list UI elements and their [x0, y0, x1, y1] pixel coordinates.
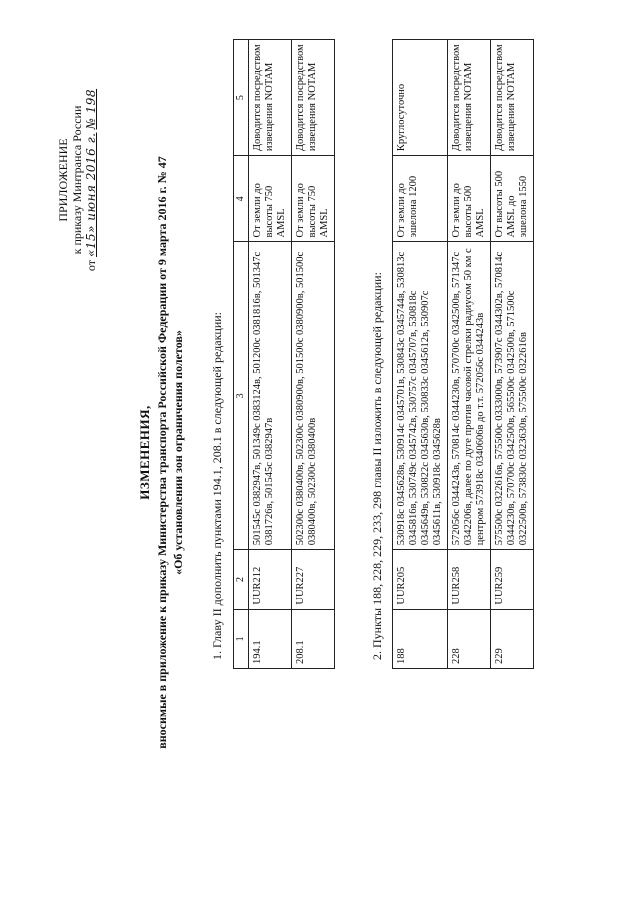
altitude-limits: От земли до высоты 750 AMSL — [249, 156, 292, 242]
activation-time: Доводится посредством извещения NOTAM — [249, 40, 292, 156]
appendix-header — [56, 65, 98, 295]
zone-coordinates: 501545с 0382947в, 501349с 0383124в, 501200с 0381816в, 501347с 0381726в, 501545с 0382947в — [249, 242, 292, 550]
section-heading-2: 2. Пункты 188, 228, 229, 233, 298 главы II изложить в следующей редакции: — [370, 272, 384, 660]
activation-time: Круглосуточно — [393, 40, 448, 156]
zone-coordinates: 575500с 0322616в, 575500с 0333000в, 573907с 0344302в, 570814с 0344230в, 570700с 0342500в, 565500с 0342500в, 571500с 0322500в, 573830с 0323630в, 575500с 0322616в — [491, 242, 534, 550]
activation-time: Доводится посредством извещения NOTAM — [448, 40, 491, 156]
order-date-line — [84, 65, 98, 295]
activation-time: Доводится посредством извещения NOTAM — [491, 40, 534, 156]
table-row — [249, 40, 292, 669]
zone-coordinates: 530918с 0345628в, 530914с 0345701в, 530843с 0345744в, 530813с 0345816в, 530749с 0345742в, 530757с 0345707в, 530818с 0345649в, 530822с 0345630в, 530833с 0345612в, 530907с 0345611в, 530918с 0345628в — [393, 242, 448, 550]
handwritten-date: «15» июня 2016 г. — [84, 132, 98, 257]
handwritten-number: № 198 — [84, 88, 98, 130]
altitude-limits: От высоты 500 AMSL до эшелона 1550 — [491, 156, 534, 242]
restriction-zones-table-2 — [392, 39, 534, 669]
item-number: 228 — [448, 609, 491, 668]
appendix-label: ПРИЛОЖЕНИЕ — [56, 138, 70, 222]
order-date-prefix: от — [84, 259, 98, 272]
item-number: 188 — [393, 609, 448, 668]
order-reference: к приказу Минтранса России — [70, 105, 84, 255]
altitude-limits: От земли до эшелона 1200 — [393, 156, 448, 242]
restriction-zones-table-1 — [233, 39, 335, 669]
document-title: ИЗМЕНЕНИЯ, — [137, 405, 152, 500]
table-row — [491, 40, 534, 669]
zone-designator: UUR258 — [448, 550, 491, 609]
zone-designator: UUR205 — [393, 550, 448, 609]
item-number: 194.1 — [249, 609, 292, 668]
zone-designator: UUR227 — [292, 550, 335, 609]
item-number: 208.1 — [292, 609, 335, 668]
item-number: 229 — [491, 609, 534, 668]
table-header-row — [234, 40, 249, 669]
altitude-limits: От земли до высоты 750 AMSL — [292, 156, 335, 242]
zone-designator: UUR212 — [249, 550, 292, 609]
table-row — [448, 40, 491, 669]
table-row — [292, 40, 335, 669]
column-header: 1 — [234, 609, 249, 668]
column-header: 4 — [234, 156, 249, 242]
activation-time: Доводится посредством извещения NOTAM — [292, 40, 335, 156]
zone-coordinates: 572056с 0344243в, 570814с 0344230в, 570700с 0342500в, 571347с 0342206в, далее по дуге против часовой стрелки радиусом 50 км с центром 573918с 0340606в до т.т. 572056с 0344243в — [448, 242, 491, 550]
column-header: 3 — [234, 242, 249, 550]
column-header: 5 — [234, 40, 249, 156]
zone-designator: UUR259 — [491, 550, 534, 609]
altitude-limits: От земли до высоты 500 AMSL — [448, 156, 491, 242]
table-row — [393, 40, 448, 669]
section-heading-1: 1. Главу II дополнить пунктами 194.1, 208.1 в следующей редакции: — [210, 312, 224, 660]
document-subtitle: вносимые в приложение к приказу Министерства транспорта Российской Федерации от 9 марта 2016 г. № 47 — [155, 156, 169, 749]
column-header: 2 — [234, 550, 249, 609]
document-subtitle-quote: «Об установлении зон ограничения полетов» — [171, 330, 185, 575]
zone-coordinates: 502300с 0380400в, 502300с 0380900в, 501500с 0380900в, 501500с 0380400в, 502300с 0380400в — [292, 242, 335, 550]
